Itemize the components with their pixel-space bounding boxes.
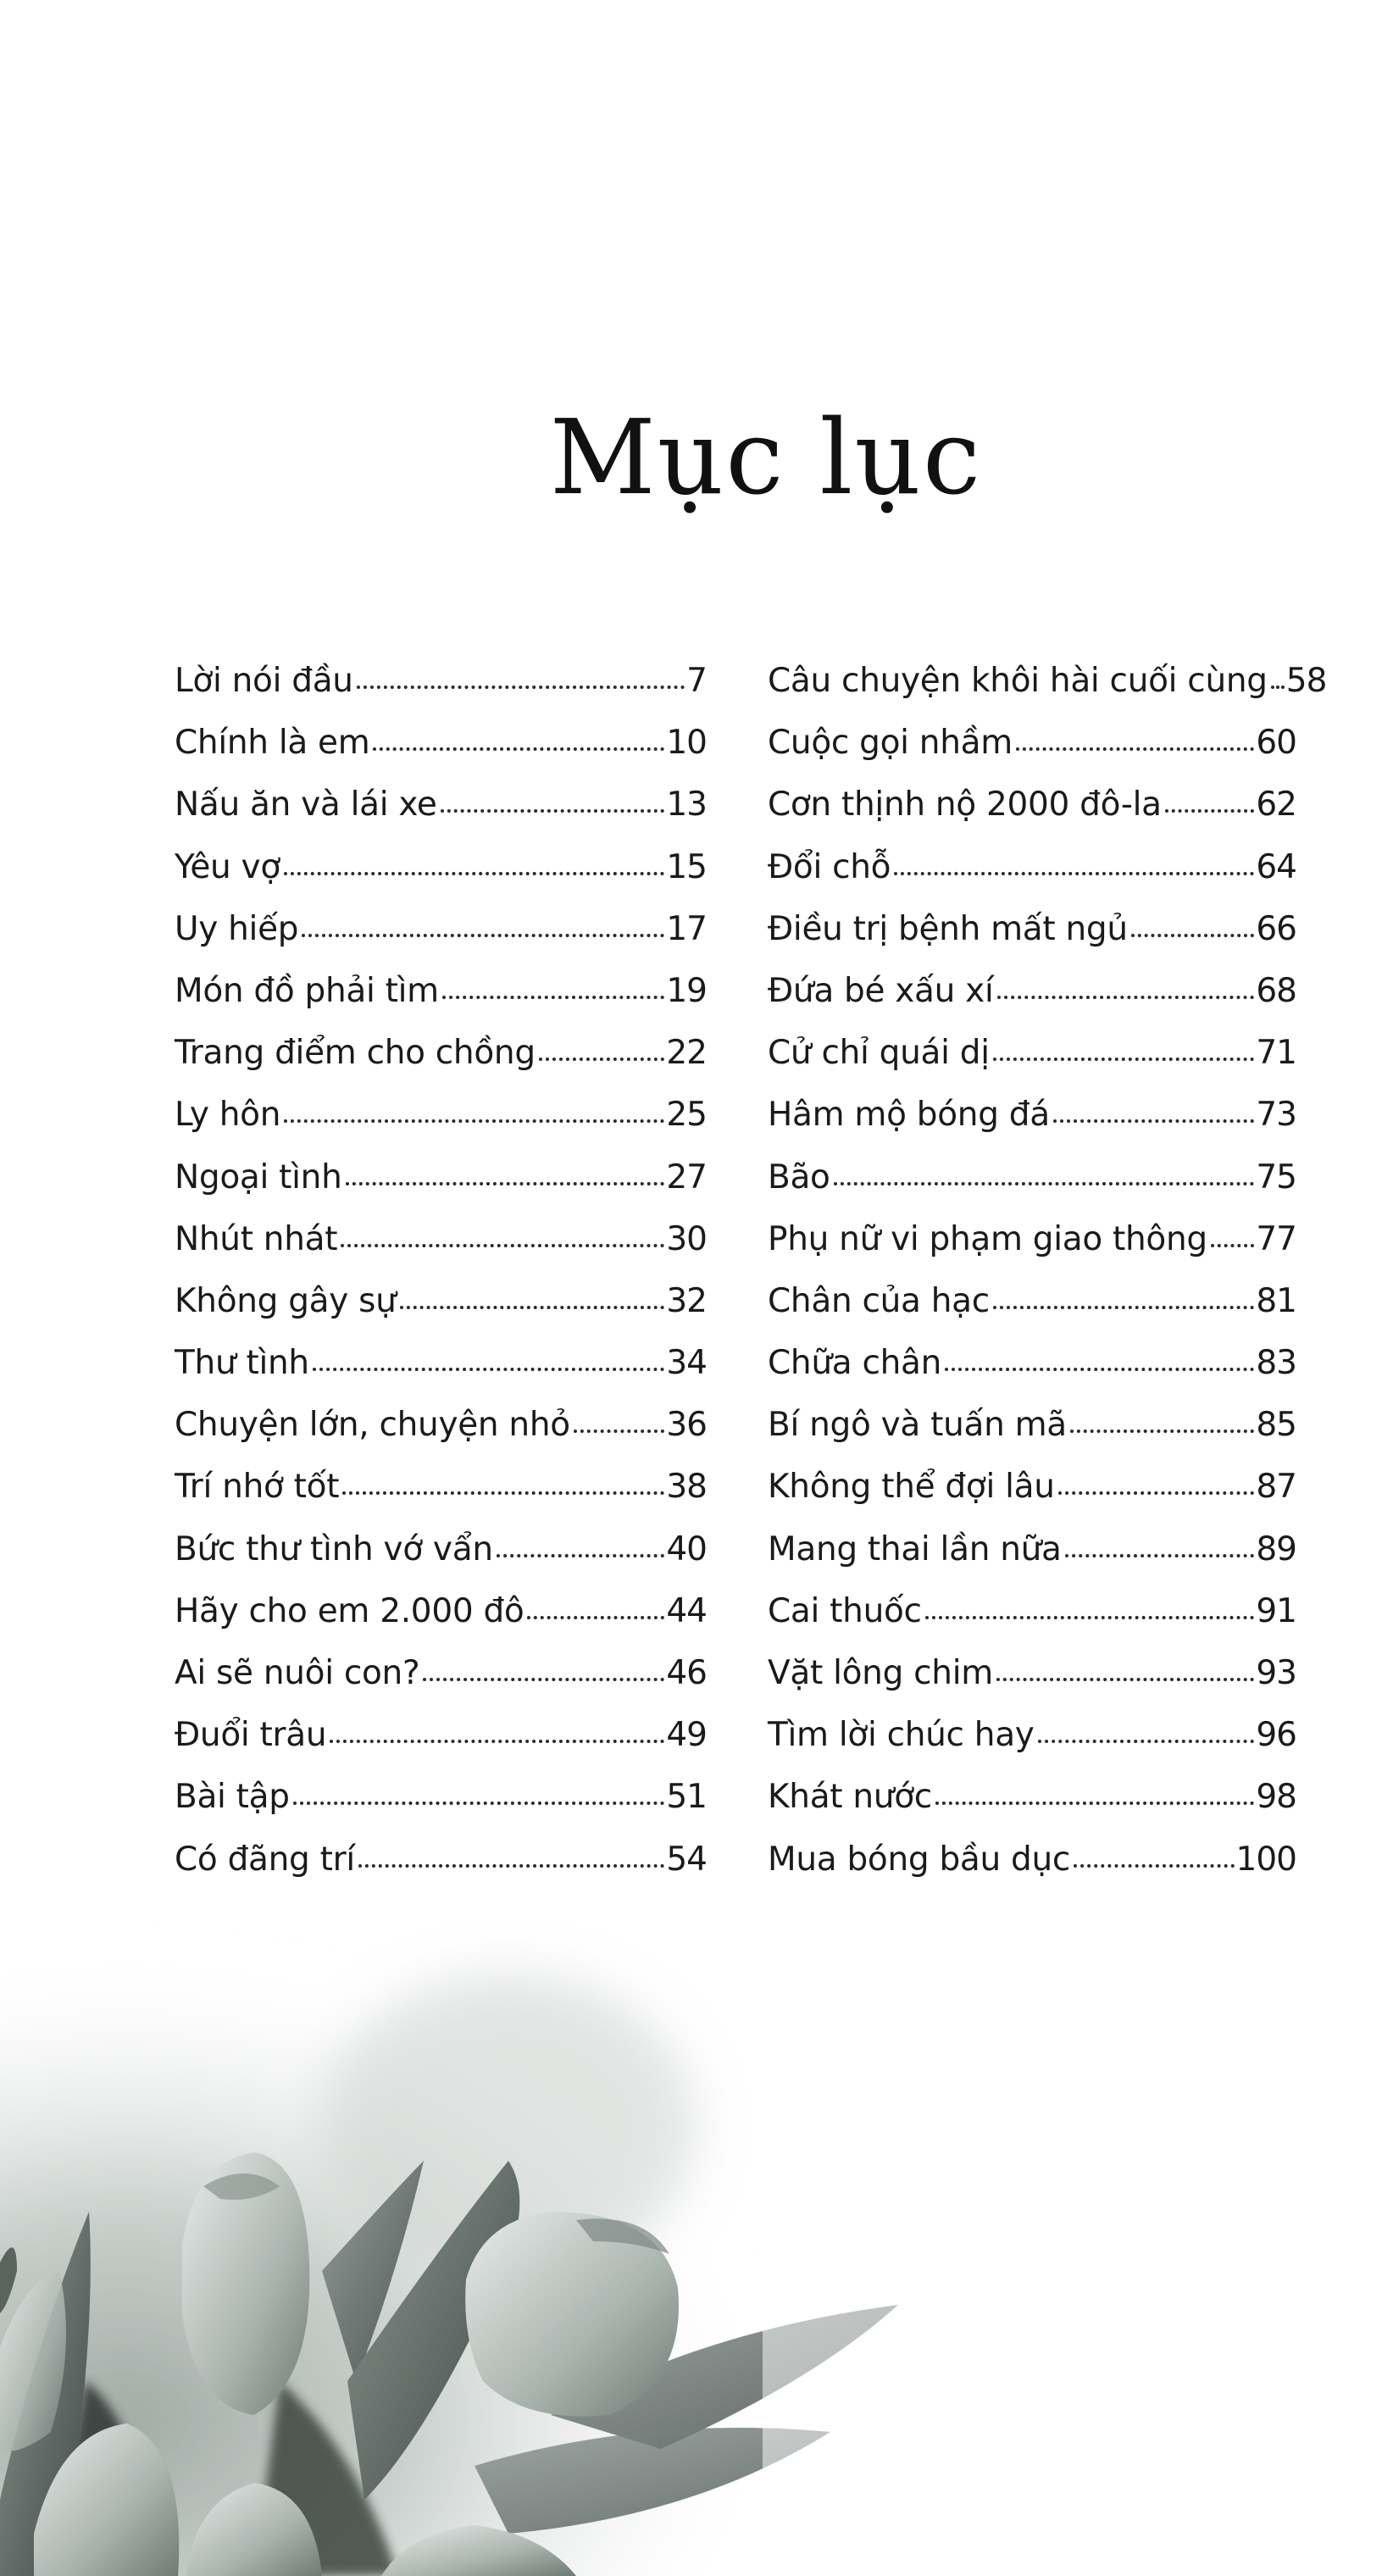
entry-title: Mua bóng bầu dục (768, 1840, 1071, 1879)
entry-title: Chính là em (175, 724, 370, 763)
entry-title: Đổi chỗ (768, 847, 891, 886)
toc-entry[interactable] (175, 1650, 707, 1712)
dot-leader (423, 1678, 664, 1681)
toc-entry[interactable] (175, 844, 707, 906)
entry-title: Chân của hạc (768, 1281, 990, 1320)
entry-page-number: 34 (666, 1344, 707, 1383)
dot-leader (441, 809, 665, 813)
dot-leader (1070, 1430, 1254, 1433)
entry-title: Cử chỉ quái dị (768, 1034, 990, 1073)
entry-page-number: 71 (1256, 1034, 1296, 1073)
toc-entry[interactable] (768, 1402, 1296, 1463)
dot-leader (1211, 1244, 1255, 1247)
entry-title: Trí nhớ tốt (175, 1468, 340, 1507)
entry-page-number: 27 (666, 1158, 707, 1196)
dot-leader (358, 1864, 664, 1868)
entry-page-number: 68 (1256, 971, 1296, 1010)
toc-entry[interactable] (768, 1650, 1296, 1712)
toc-entry[interactable] (175, 1154, 707, 1216)
entry-page-number: 17 (666, 909, 707, 948)
entry-title: Hâm mộ bóng đá (768, 1096, 1050, 1135)
dot-leader (1016, 747, 1254, 751)
entry-page-number: 46 (666, 1654, 707, 1692)
entry-page-number: 93 (1256, 1654, 1296, 1692)
toc-entry[interactable] (768, 1588, 1296, 1650)
entry-page-number: 60 (1256, 724, 1296, 763)
entry-title: Có đãng trí (175, 1840, 355, 1879)
entry-title: Thư tình (175, 1344, 309, 1383)
toc-entry[interactable] (768, 1154, 1296, 1216)
dot-leader (313, 1368, 665, 1371)
entry-page-number: 13 (666, 786, 707, 824)
tulip-bouquet-image (0, 1907, 1393, 2576)
dot-leader (1271, 686, 1285, 689)
toc-right-column (768, 658, 1327, 1898)
dot-leader (330, 1740, 664, 1743)
dot-leader (574, 1430, 665, 1433)
toc-entry[interactable] (768, 906, 1296, 968)
toc-entry[interactable] (175, 1091, 707, 1153)
dot-leader (1065, 1554, 1255, 1557)
entry-title: Vặt lông chim (768, 1654, 993, 1692)
toc-entry[interactable] (768, 1463, 1296, 1525)
toc-entry[interactable] (768, 1278, 1296, 1340)
entry-page-number: 66 (1256, 909, 1296, 948)
dot-leader (442, 996, 664, 999)
dot-leader (993, 1306, 1254, 1309)
entry-title: Bão (768, 1158, 830, 1196)
dot-leader (945, 1368, 1254, 1371)
dot-leader (357, 686, 685, 689)
entry-title: Đứa bé xấu xí (768, 971, 994, 1010)
entry-title: Ai sẽ nuôi con? (175, 1654, 420, 1692)
entry-title: Uy hiếp (175, 909, 299, 948)
entry-page-number: 91 (1256, 1591, 1296, 1630)
toc-entry[interactable] (175, 1030, 707, 1091)
dot-leader (400, 1306, 665, 1309)
entry-page-number: 98 (1256, 1778, 1296, 1817)
entry-page-number: 81 (1256, 1281, 1296, 1320)
toc-entry[interactable] (175, 1216, 707, 1278)
dot-leader (284, 872, 664, 875)
dot-leader (935, 1802, 1254, 1805)
entry-title: Trang điểm cho chồng (175, 1034, 536, 1073)
entry-title: Đuổi trâu (175, 1716, 327, 1755)
dot-leader (993, 1058, 1255, 1061)
dot-leader (373, 747, 664, 751)
entry-title: Ly hôn (175, 1096, 281, 1135)
entry-page-number: 51 (666, 1778, 707, 1817)
toc-entry[interactable] (175, 658, 707, 719)
entry-title: Nhút nhát (175, 1219, 338, 1258)
dot-leader (1165, 809, 1255, 813)
toc-entry[interactable] (768, 719, 1296, 781)
entry-page-number: 62 (1256, 786, 1296, 824)
dot-leader (834, 1182, 1255, 1185)
entry-title: Phụ nữ vi phạm giao thông (768, 1219, 1207, 1258)
entry-title: Chữa chân (768, 1344, 942, 1383)
entry-page-number: 87 (1256, 1468, 1296, 1507)
entry-page-number: 85 (1256, 1406, 1296, 1445)
dot-leader (341, 1244, 664, 1247)
entry-title: Bí ngô và tuấn mã (768, 1406, 1067, 1445)
toc-entry[interactable] (768, 1091, 1296, 1153)
toc-entry[interactable] (175, 1402, 707, 1463)
entry-page-number: 49 (666, 1716, 707, 1755)
toc-entry[interactable] (175, 1278, 707, 1340)
dot-leader (997, 996, 1255, 999)
entry-title: Không thể đợi lâu (768, 1468, 1055, 1507)
entry-title: Cai thuốc (768, 1591, 922, 1630)
toc-entry[interactable] (175, 906, 707, 968)
toc-entry[interactable] (175, 1712, 707, 1774)
entry-page-number: 25 (666, 1096, 707, 1135)
toc-entry[interactable] (175, 1774, 707, 1835)
toc-entry[interactable] (768, 1712, 1296, 1774)
entry-page-number: 44 (666, 1591, 707, 1630)
entry-title: Bài tập (175, 1778, 290, 1817)
dot-leader (1053, 1119, 1255, 1123)
entry-page-number: 89 (1256, 1530, 1296, 1568)
toc-entry[interactable] (768, 658, 1327, 719)
entry-page-number: 38 (666, 1468, 707, 1507)
toc-entry[interactable] (175, 781, 707, 843)
toc-entry[interactable] (768, 1340, 1296, 1402)
entry-title: Câu chuyện khôi hài cuối cùng (768, 662, 1268, 700)
dot-leader (894, 872, 1254, 875)
entry-title: Không gây sự (175, 1281, 397, 1320)
toc-entry[interactable] (175, 719, 707, 781)
entry-page-number: 36 (666, 1406, 707, 1445)
dot-leader (996, 1678, 1254, 1681)
entry-title: Yêu vợ (175, 847, 280, 886)
entry-page-number: 58 (1285, 662, 1327, 700)
dot-leader (539, 1058, 665, 1061)
entry-page-number: 32 (666, 1281, 707, 1320)
entry-title: Cuộc gọi nhầm (768, 724, 1013, 763)
toc-entry[interactable] (175, 1526, 707, 1588)
entry-page-number: 7 (686, 662, 707, 700)
entry-page-number: 75 (1256, 1158, 1296, 1196)
toc-entry[interactable] (768, 1526, 1296, 1588)
entry-title: Điều trị bệnh mất ngủ (768, 909, 1128, 948)
dot-leader (497, 1554, 665, 1557)
dot-leader (293, 1802, 665, 1805)
toc-entry[interactable] (768, 1774, 1296, 1835)
dot-leader (346, 1182, 665, 1185)
entry-page-number: 73 (1256, 1096, 1296, 1135)
toc-entry[interactable] (175, 1588, 707, 1650)
dot-leader (302, 934, 664, 937)
dot-leader (1058, 1491, 1255, 1495)
toc-entry[interactable] (768, 781, 1296, 843)
dot-leader (1131, 934, 1255, 937)
entry-page-number: 96 (1256, 1716, 1296, 1755)
dot-leader (342, 1491, 664, 1495)
entry-page-number: 15 (666, 847, 707, 886)
toc-entry[interactable] (768, 844, 1296, 906)
entry-page-number: 30 (666, 1219, 707, 1258)
toc-entry[interactable] (768, 1836, 1296, 1898)
toc-entry[interactable] (768, 1030, 1296, 1091)
entry-page-number: 40 (666, 1530, 707, 1568)
entry-title: Hãy cho em 2.000 đô (175, 1591, 524, 1630)
dot-leader (925, 1616, 1255, 1619)
entry-title: Chuyện lớn, chuyện nhỏ (175, 1406, 570, 1445)
entry-page-number: 64 (1256, 847, 1296, 886)
dot-leader (527, 1616, 664, 1619)
toc-entry[interactable] (768, 1216, 1296, 1278)
entry-page-number: 77 (1256, 1219, 1296, 1258)
toc-entry[interactable] (175, 1463, 707, 1525)
entry-title: Nấu ăn và lái xe (175, 786, 437, 824)
entry-title: Bức thư tình vớ vẩn (175, 1530, 493, 1568)
toc-entry[interactable] (175, 968, 707, 1030)
entry-title: Cơn thịnh nộ 2000 đô-la (768, 786, 1162, 824)
entry-page-number: 83 (1256, 1344, 1296, 1383)
entry-title: Tìm lời chúc hay (768, 1716, 1035, 1755)
dot-leader (1074, 1864, 1235, 1868)
dot-leader (1038, 1740, 1255, 1743)
toc-entry[interactable] (175, 1340, 707, 1402)
toc-entry[interactable] (175, 1836, 707, 1898)
entry-page-number: 22 (666, 1034, 707, 1073)
dot-leader (284, 1119, 664, 1123)
entry-title: Mang thai lần nữa (768, 1530, 1062, 1568)
entry-page-number: 19 (666, 971, 707, 1010)
entry-title: Món đồ phải tìm (175, 971, 439, 1010)
entry-page-number: 54 (666, 1840, 707, 1879)
entry-page-number: 100 (1235, 1840, 1296, 1879)
entry-title: Khát nước (768, 1778, 932, 1817)
toc-left-column (175, 658, 707, 1898)
entry-title: Ngoại tình (175, 1158, 342, 1196)
toc-entry[interactable] (768, 968, 1296, 1030)
entry-title: Lời nói đầu (175, 662, 353, 700)
entry-page-number: 10 (666, 724, 707, 763)
page-title: Mục lục (549, 397, 983, 518)
